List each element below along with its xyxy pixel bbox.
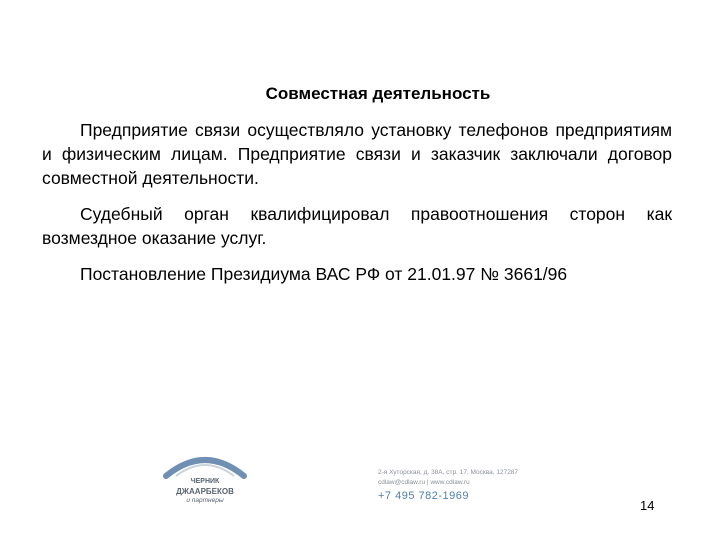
- paragraph-decision-reference: Постановление Президиума ВАС РФ от 21.01.97 № 3661/96: [80, 264, 568, 284]
- web-text: cdlaw@cdlaw.ru | www.cdlaw.ru: [378, 479, 470, 486]
- phone-text: +7 495 782-1969: [378, 490, 469, 502]
- page-number: 14: [640, 498, 655, 513]
- address-text: 2-я Хуторская, д. 38А, стр. 17, Москва, 127287: [378, 469, 519, 476]
- company-logo: [160, 450, 250, 514]
- logo-name-line2: ДЖААРБЕКОВ: [176, 487, 234, 496]
- slide-title: Совместная деятельность: [265, 84, 491, 103]
- contact-block: [378, 468, 578, 488]
- logo-name-line3: и партнеры: [186, 497, 224, 504]
- logo-name-line1: ЧЕРНИК: [190, 478, 220, 485]
- paragraph-case-facts: Предприятие связи осуществляло установку телефонов предприятиям и физическим лицам. Предприятие связи и заказчик заключали договор совместной деятельности.: [42, 120, 672, 188]
- slide-body: [42, 118, 672, 298]
- slide-footer: [0, 448, 720, 540]
- paragraph-court-qualification: Судебный орган квалифицировал правоотношения сторон как возмездное оказание услуг.: [42, 204, 672, 248]
- bridge-arc-icon: [160, 450, 250, 480]
